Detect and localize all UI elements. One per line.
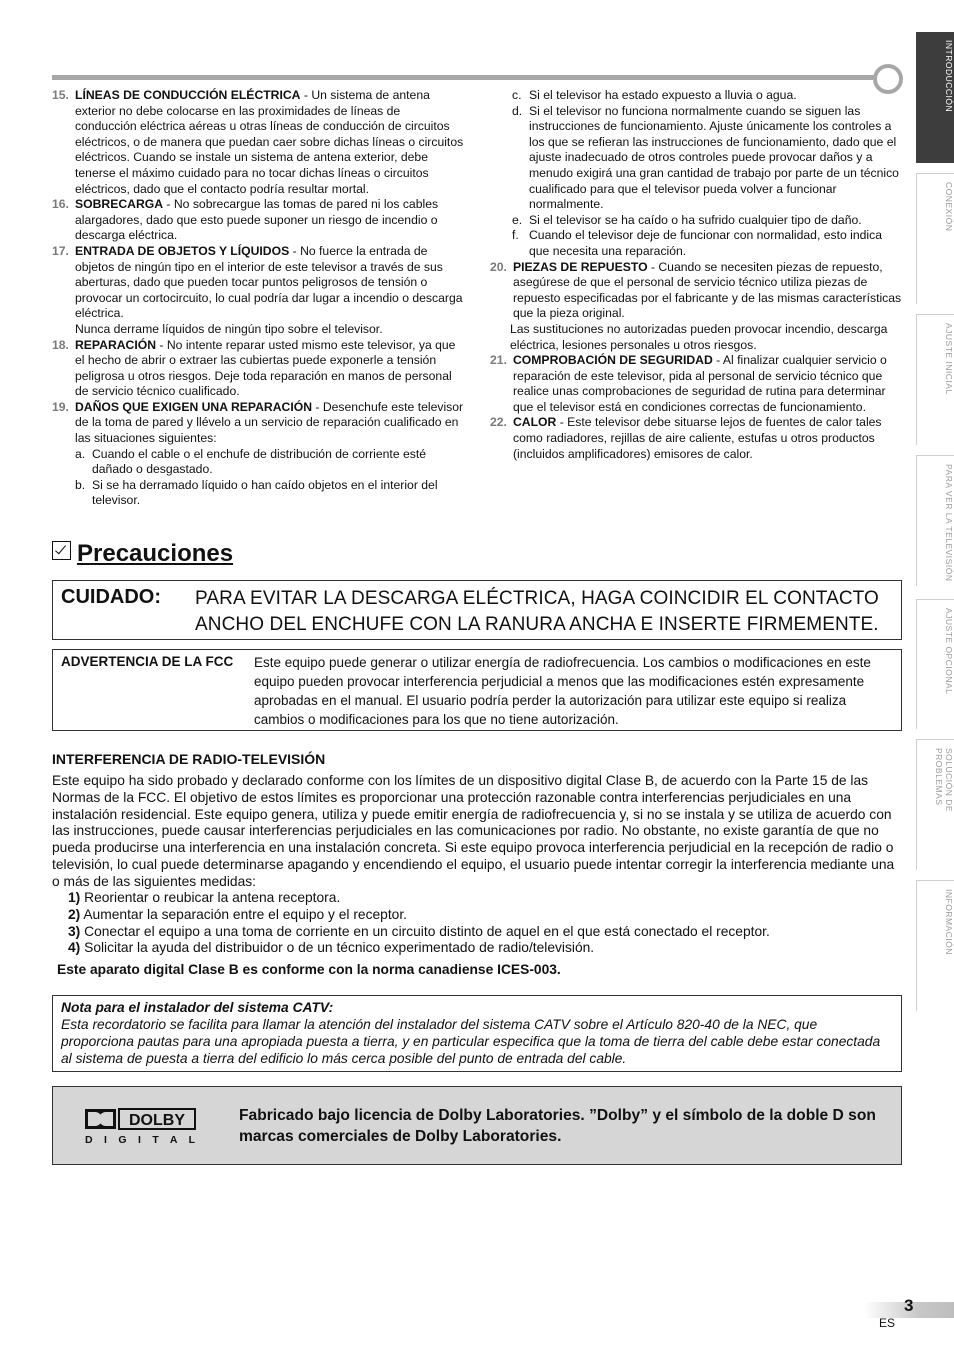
measure-text: Aumentar la separación entre el equipo y el receptor.	[80, 906, 408, 922]
item-title: PIEZAS DE REPUESTO	[513, 259, 648, 274]
item-number: 19.	[52, 399, 69, 414]
item-text: - Cuando se necesiten piezas de repuesto, asegúrese de que el personal de servicio técnico utiliza piezas de repuesto especificadas por el fabricante y de las mismas características que la pieza original.	[513, 259, 902, 321]
measure-text: Conectar el equipo a una toma de corriente en un circuito distinto de aquel en el que está conectado el receptor.	[80, 923, 770, 939]
sub-item-text: Si el televisor ha estado expuesto a lluvia o agua.	[529, 88, 797, 102]
tab-para-ver-la-television[interactable]: PARA VER LA TELEVISIÓN	[916, 455, 954, 586]
fcc-warning-label: ADVERTENCIA DE LA FCC	[61, 654, 234, 669]
caution-label: CUIDADO:	[61, 586, 161, 608]
interference-heading: INTERFERENCIA DE RADIO-TELEVISIÓN	[52, 751, 326, 767]
measure-number: 2)	[68, 906, 81, 922]
safety-item-20	[490, 260, 903, 354]
safety-item-21	[490, 353, 903, 415]
sub-item-letter: f.	[512, 228, 519, 243]
item-title: ENTRADA DE OBJETOS Y LÍQUIDOS	[75, 243, 290, 258]
dolby-logo-sub: D I G I T A L	[85, 1134, 195, 1145]
header-rule	[52, 75, 884, 80]
section-heading-text: Precauciones	[77, 540, 234, 567]
measure-number: 3)	[68, 923, 81, 939]
interference-measures-list	[68, 890, 770, 957]
sub-item-text: Si el televisor se ha caído o ha sufrido cualquier tipo de daño.	[529, 212, 862, 227]
item-number: 18.	[52, 337, 69, 352]
measure-item	[68, 940, 770, 957]
item-text: - No fuerce la entrada de objetos de ningún tipo en el interior de este televisor a través de sus aberturas, dado que pueden tocar puntos peligrosos de tensión o provocar un cortocircuito, lo cual podría dar lugar a incendio o descarga eléctrica.	[75, 243, 463, 321]
item-text: - No sobrecargue las tomas de pared ni los cables alargadores, dado que esto puede suponer un riesgo de incendio o descarga eléctrica.	[75, 197, 439, 243]
item-number: 21.	[490, 353, 507, 368]
sub-item-letter: d.	[512, 103, 523, 118]
ices-compliance-note: Este aparato digital Clase B es conforme con la norma canadiense ICES-003.	[57, 962, 561, 977]
page-number: 3	[904, 1296, 914, 1315]
tab-ajuste-inicial[interactable]: AJUSTE INICIAL	[916, 314, 954, 445]
item-title: LÍNEAS DE CONDUCCIÓN ELÉCTRICA	[75, 88, 301, 102]
sub-item-letter: c.	[512, 88, 522, 102]
tab-ajuste-opcional[interactable]: AJUSTE OPCIONAL	[916, 599, 954, 729]
safety-item-16	[52, 197, 465, 244]
item-number: 16.	[52, 197, 69, 212]
fcc-warning-box	[52, 649, 902, 731]
sub-item-letter: e.	[512, 212, 523, 227]
sub-item-text: Cuando el cable o el enchufe de distribución de corriente esté dañado o desgastado.	[92, 446, 427, 477]
caution-text: PARA EVITAR LA DESCARGA ELÉCTRICA, HAGA COINCIDIR EL CONTACTO ANCHO DEL ENCHUFE CON LA RANURA ANCHA E INSERTE FIRMEMENTE.	[195, 588, 879, 635]
item-text: - Desenchufe este televisor de la toma de pared y llévelo a un servicio de reparación cualificado en las situaciones siguientes:	[75, 399, 464, 446]
measure-item	[68, 924, 770, 941]
tab-introduccion[interactable]: INTRODUCCIÓN	[916, 32, 954, 163]
item-number: 15.	[52, 88, 69, 102]
caution-box	[52, 580, 902, 640]
checkbox-icon	[52, 541, 71, 560]
safety-item-22	[490, 415, 903, 462]
item-extra-text: Las sustituciones no autorizadas pueden provocar incendio, descarga eléctrica, lesiones personales u otros riesgos.	[510, 321, 888, 352]
measure-number: 4)	[68, 940, 81, 956]
section-heading-precauciones	[52, 540, 233, 568]
sub-item-b	[75, 478, 465, 509]
measure-number: 1)	[68, 890, 81, 905]
sub-item-e	[512, 213, 903, 229]
item-title: DAÑOS QUE EXIGEN UNA REPARACIÓN	[75, 399, 313, 414]
sub-item-letter: b.	[75, 477, 86, 492]
dolby-notice-text: Fabricado bajo licencia de Dolby Laboratories. ”Dolby” y el símbolo de la doble D son marcas comerciales de Dolby Laboratories.	[239, 1107, 876, 1145]
catv-note-title: Nota para el instalador del sistema CATV:	[61, 1000, 334, 1015]
language-code: ES	[879, 1316, 896, 1330]
sub-item-f	[512, 228, 903, 259]
tab-solucion-de-problemas[interactable]: SOLUCIÓN DE PROBLEMAS	[916, 739, 954, 870]
item-text: - Este televisor debe situarse lejos de fuentes de calor tales como radiadores, rejillas de aire caliente, estufas u otros productos (incluidos amplificadores) emisores de calor.	[513, 415, 882, 461]
tab-conexion[interactable]: CONEXIÓN	[916, 173, 954, 304]
item-title: SOBRECARGA	[75, 197, 164, 212]
measure-item	[68, 890, 770, 907]
tab-informacion[interactable]: INFORMACIÓN	[916, 880, 954, 1011]
dolby-notice-box	[52, 1086, 902, 1165]
safety-item-19	[52, 400, 465, 509]
item-title: COMPROBACIÓN DE SEGURIDAD	[513, 353, 713, 368]
sub-item-letter: a.	[75, 446, 86, 461]
item-number: 22.	[490, 415, 507, 430]
measure-item	[68, 907, 770, 924]
measure-text: Solicitar la ayuda del distribuidor o de un técnico experimentado de radio/televisión.	[80, 940, 595, 956]
item-number: 20.	[490, 259, 507, 274]
item-text: - No intente reparar usted mismo este televisor, ya que el hecho de abrir o extraer las cubiertas puede exponerle a tensión peligrosa u otros riesgos. Deje toda reparación en manos de personal de servicio técnico cualificado.	[75, 337, 456, 399]
safety-list-left	[52, 88, 465, 509]
sub-item-c	[512, 88, 903, 104]
dolby-logo-word: DOLBY	[129, 1112, 185, 1129]
item-title: CALOR	[513, 415, 557, 430]
item-number: 17.	[52, 243, 69, 258]
sub-item-text: Si se ha derramado líquido o han caído objetos en el interior del televisor.	[92, 477, 438, 508]
dolby-digital-logo	[83, 1107, 198, 1145]
sub-item-text: Cuando el televisor deje de funcionar con normalidad, esto indica que necesita una reparación.	[529, 228, 882, 258]
item-extra-text: Nunca derrame líquidos de ningún tipo sobre el televisor.	[75, 321, 383, 336]
safety-item-18	[52, 338, 465, 400]
item-text: - Al finalizar cualquier servicio o reparación de este televisor, pida al personal de servicio técnico que realice unas comprobaciones de seguridad de rutina para determinar que el televisor está en condiciones correctas de funcionamiento.	[513, 353, 887, 414]
catv-note-box	[52, 995, 902, 1072]
item-title: REPARACIÓN	[75, 337, 157, 352]
safety-item-15	[52, 88, 465, 197]
item-text: - Un sistema de antena exterior no debe colocarse en las proximidades de líneas de conducción eléctrica aéreas u otras líneas de conducción de circuitos eléctricos, o de manera que puedan caer sobre dichas líneas o circuitos eléctricos. Cuando se instale un sistema de antena exterior, debe tenerse el máximo cuidado para no tocar dichas líneas o circuitos eléctricos, dado que el contacto podría resultar mortal.	[75, 88, 464, 196]
fcc-warning-text: Este equipo puede generar o utilizar energía de radiofrecuencia. Los cambios o modificaciones en este equipo pueden provocar interferencia perjudicial a menos que las modificaciones estén expresamente aprobadas en el manual. El usuario podría perder la autorización para utilizar este equipo si realiza cambios o modificaciones para los que no tiene autorización.	[254, 655, 871, 727]
safety-item-17	[52, 244, 465, 338]
safety-list-right	[490, 88, 903, 462]
sub-item-a	[75, 447, 465, 478]
measure-text: Reorientar o reubicar la antena receptora.	[80, 890, 341, 905]
sub-item-text: Si el televisor no funciona normalmente cuando se siguen las instrucciones de funcionamiento. Ajuste únicamente los controles a los que se refieran las instrucciones de funcionamiento, dado que el ajuste inadecuado de otros controles puede provocar daños y a menudo exigirá una gran cantidad de trabajo por parte de un técnico cualificado para que el televisor pueda volver a funcionar normalmente.	[529, 103, 899, 212]
sub-item-d	[512, 104, 903, 213]
catv-note-text: Esta recordatorio se facilita para llamar la atención del instalador del sistema CATV sobre el Artículo 820-40 de la NEC, que proporciona pautas para una apropiada puesta a tierra, y en particular especifica que la toma de tierra del cable debe estar conectada al sistema de puesta a tierra del edificio lo más cerca posible del punto de entrada del cable.	[61, 1017, 881, 1066]
interference-body: Este equipo ha sido probado y declarado conforme con los límites de un dispositivo digital Clase B, de acuerdo con la Parte 15 de las Normas de la FCC. El objetivo de estos límites es proporcionar una protección razonable contra interferencias perjudiciales en una instalación residencial. Este equipo genera, utiliza y puede emitir energía de radiofrecuencia y, si no se instala y se utiliza de acuerdo con las instrucciones, puede causar interferencias perjudiciales en las comunicaciones por radio. No obstante, no existe garantía de que no pueda producirse una interferencia en una instalación concreta. Si este equipo provoca interferencia perjudicial en la recepción de radio o televisión, lo cual puede determinarse apagando y encendiendo el equipo, el usuario puede intentar corregir la interferencia mediante una o más de las siguientes medidas:	[52, 773, 895, 889]
